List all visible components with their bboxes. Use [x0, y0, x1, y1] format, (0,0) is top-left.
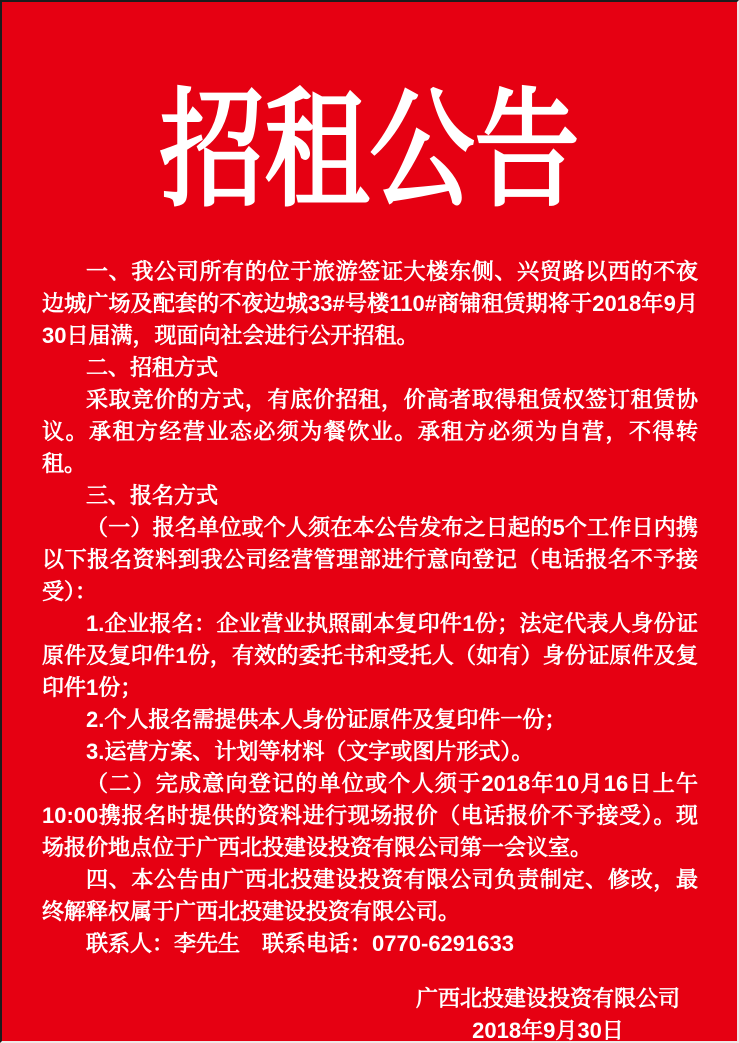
contact-line	[42, 928, 698, 960]
contact-person-label: 联系人：	[86, 931, 175, 956]
signature-date: 2018年9月30日	[472, 1018, 624, 1043]
contact-person-name: 李先生	[174, 931, 241, 956]
paragraph-list	[42, 256, 698, 928]
announcement-paragraph: （一）报名单位或个人须在本公告发布之日起的5个工作日内携以下报名资料到我公司经营管理部进行意向登记（电话报名不予接受）：	[42, 515, 698, 604]
announcement-paragraph: （二）完成意向登记的单位或个人须于2018年10月16日上午10:00携报名时提供的资料进行现场报价（电话报价不予接受）。现场报价地点位于广西北投建设投资有限公司第一会议室。	[42, 771, 698, 860]
poster-title: 招租公告	[159, 79, 580, 223]
announcement-body	[42, 256, 698, 1043]
contact-phone-label: 联系电话：	[262, 931, 373, 956]
announcement-paragraph: 2.个人报名需提供本人身份证原件及复印件一份；	[86, 707, 567, 732]
announcement-paragraph: 四、本公告由广西北投建设投资有限公司负责制定、修改，最终解释权属于广西北投建设投资有限公司。	[42, 867, 698, 924]
signature-block	[416, 983, 680, 1043]
announcement-paragraph: 采取竞价的方式，有底价招租，价高者取得租赁权签订租赁协议。承租方经营业态必须为餐饮业。承租方必须为自营，不得转租。	[42, 387, 698, 476]
contact-phone-number: 0770-6291633	[372, 931, 514, 956]
announcement-paragraph: 3.运营方案、计划等材料（文字或图片形式）。	[86, 739, 534, 764]
announcement-paragraph: 二、招租方式	[86, 355, 219, 380]
announcement-paragraph: 三、报名方式	[86, 483, 219, 508]
announcement-paragraph: 一、我公司所有的位于旅游签证大楼东侧、兴贸路以西的不夜边城广场及配套的不夜边城33#号楼110#商铺租赁期将于2018年9月30日届满，现面向社会进行公开招租。	[42, 259, 698, 348]
announcement-paragraph: 1.企业报名：企业营业执照副本复印件1份；法定代表人身份证原件及复印件1份，有效的委托书和受托人（如有）身份证原件及复印件1份；	[42, 611, 698, 700]
signature-company: 广西北投建设投资有限公司	[415, 986, 680, 1011]
